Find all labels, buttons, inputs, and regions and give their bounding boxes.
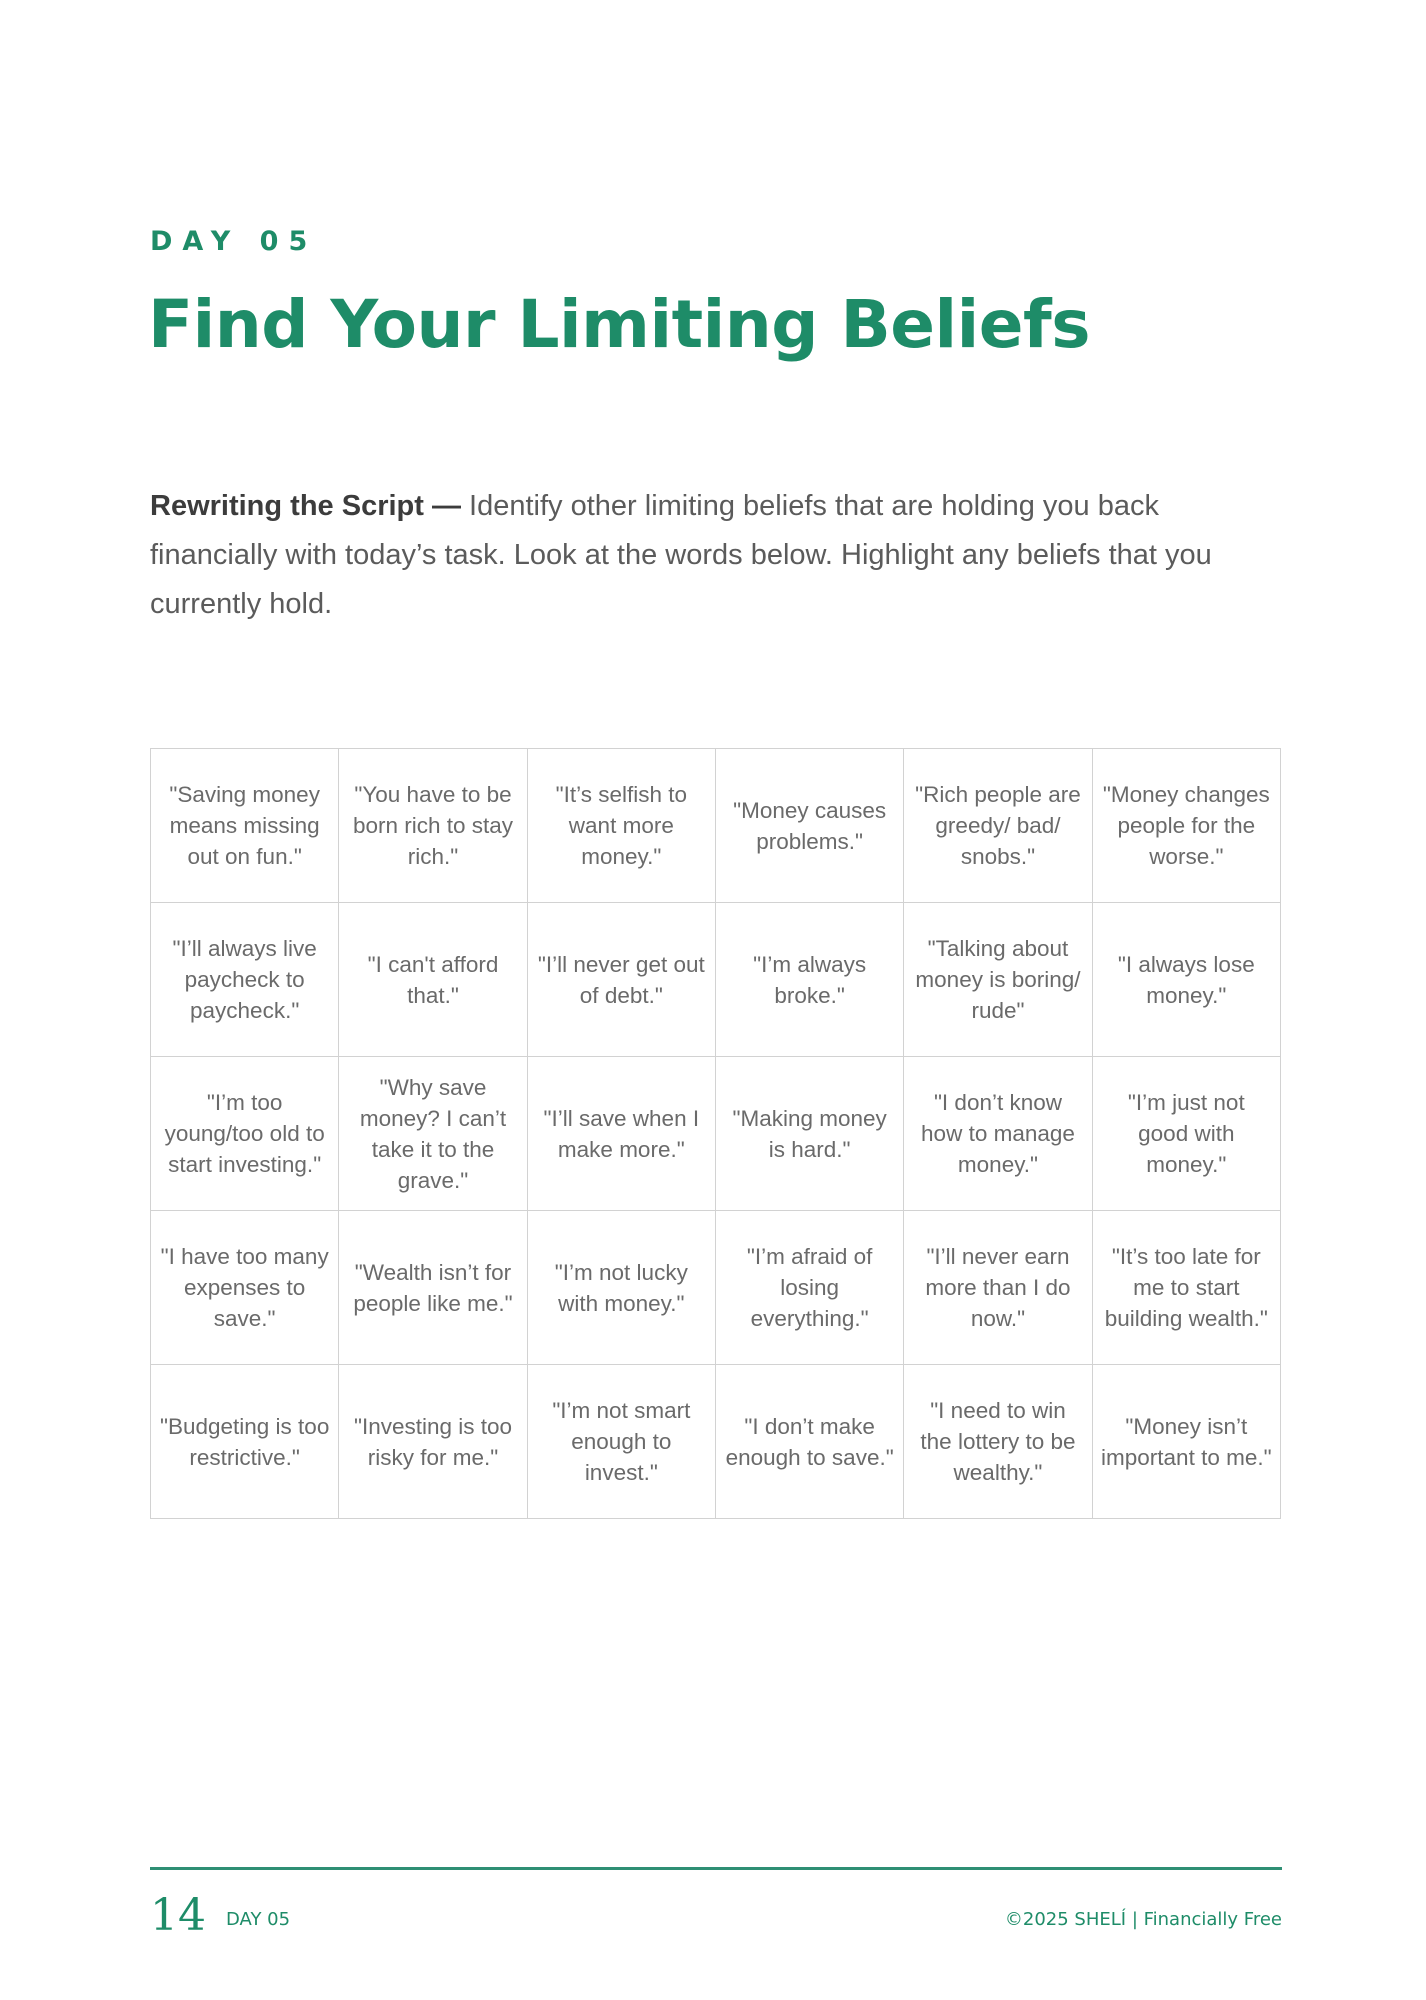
- belief-cell[interactable]: "I’m not lucky with money.": [527, 1211, 715, 1365]
- belief-cell[interactable]: "I’m too young/too old to start investing.": [151, 1057, 339, 1211]
- page-number: 14: [150, 1890, 206, 1941]
- intro-body: Identify other limiting beliefs that are holding you back financially with today’s task. Look at the words below. Highlight any beliefs that you currently hold.: [150, 490, 1212, 620]
- footer-day-label: DAY 05: [226, 1909, 291, 1930]
- belief-cell[interactable]: "Making money is hard.": [715, 1057, 903, 1211]
- belief-cell[interactable]: "It’s too late for me to start building wealth.": [1092, 1211, 1280, 1365]
- belief-cell[interactable]: "I’m always broke.": [715, 903, 903, 1057]
- belief-cell[interactable]: "I need to win the lottery to be wealthy.": [904, 1365, 1092, 1519]
- belief-cell[interactable]: "Budgeting is too restrictive.": [151, 1365, 339, 1519]
- footer-divider: [150, 1867, 1282, 1870]
- belief-cell[interactable]: "Talking about money is boring/ rude": [904, 903, 1092, 1057]
- belief-cell[interactable]: "I always lose money.": [1092, 903, 1280, 1057]
- intro-lead: Rewriting the Script —: [150, 490, 461, 522]
- belief-cell[interactable]: "Investing is too risky for me.": [339, 1365, 527, 1519]
- table-row: [151, 749, 1281, 903]
- belief-cell[interactable]: "I don’t make enough to save.": [715, 1365, 903, 1519]
- intro-paragraph: [150, 482, 1290, 629]
- belief-cell[interactable]: "I can't afford that.": [339, 903, 527, 1057]
- belief-cell[interactable]: "I don’t know how to manage money.": [904, 1057, 1092, 1211]
- table-row: [151, 1365, 1281, 1519]
- belief-cell[interactable]: "It’s selfish to want more money.": [527, 749, 715, 903]
- belief-cell[interactable]: "I’m just not good with money.": [1092, 1057, 1280, 1211]
- belief-cell[interactable]: "I’ll save when I make more.": [527, 1057, 715, 1211]
- belief-cell[interactable]: "Money changes people for the worse.": [1092, 749, 1280, 903]
- belief-cell[interactable]: "I’ll never earn more than I do now.": [904, 1211, 1092, 1365]
- belief-cell[interactable]: "Rich people are greedy/ bad/ snobs.": [904, 749, 1092, 903]
- belief-cell[interactable]: "I’m not smart enough to invest.": [527, 1365, 715, 1519]
- belief-cell[interactable]: "I’ll always live paycheck to paycheck.": [151, 903, 339, 1057]
- belief-cell[interactable]: "Money causes problems.": [715, 749, 903, 903]
- day-label: DAY 05: [150, 226, 318, 257]
- beliefs-grid: [150, 748, 1281, 1519]
- belief-cell[interactable]: "I’m afraid of losing everything.": [715, 1211, 903, 1365]
- belief-cell[interactable]: "You have to be born rich to stay rich.": [339, 749, 527, 903]
- table-row: [151, 903, 1281, 1057]
- page-title: Find Your Limiting Beliefs: [148, 286, 1091, 363]
- belief-cell[interactable]: "I’ll never get out of debt.": [527, 903, 715, 1057]
- belief-cell[interactable]: "Saving money means missing out on fun.": [151, 749, 339, 903]
- belief-cell[interactable]: "Wealth isn’t for people like me.": [339, 1211, 527, 1365]
- belief-cell[interactable]: "I have too many expenses to save.": [151, 1211, 339, 1365]
- table-row: [151, 1211, 1281, 1365]
- footer-copyright: ©2025 SHELÍ | Financially Free: [1004, 1909, 1282, 1930]
- belief-cell[interactable]: "Why save money? I can’t take it to the grave.": [339, 1057, 527, 1211]
- belief-cell[interactable]: "Money isn’t important to me.": [1092, 1365, 1280, 1519]
- table-row: [151, 1057, 1281, 1211]
